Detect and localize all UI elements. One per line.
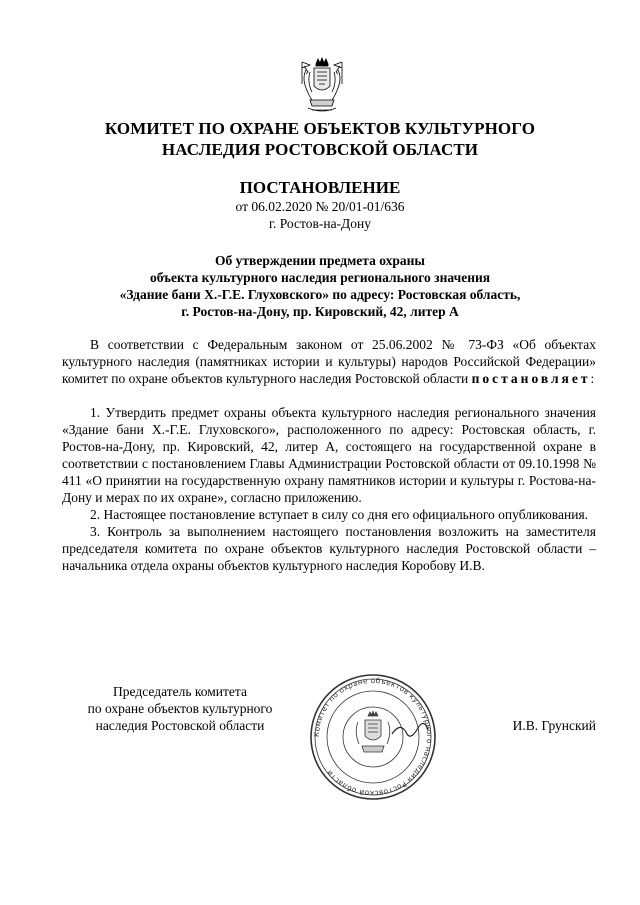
decree-word: постановляет (471, 371, 591, 386)
signatory-position-line-3: наследия Ростовской области (95, 718, 265, 733)
organization-header (60, 118, 580, 160)
signatory-position-line-1: Председатель комитета (113, 684, 247, 699)
organization-line-1: КОМИТЕТ ПО ОХРАНЕ ОБЪЕКТОВ КУЛЬТУРНОГО (104, 119, 536, 138)
signatory-name: И.В. Грунский (512, 718, 596, 733)
subject-line-1: Об утверждении предмета охраны (215, 253, 425, 268)
document-type: ПОСТАНОВЛЕНИЕ (239, 178, 401, 197)
official-seal-icon (308, 672, 438, 802)
organization-line-2: НАСЛЕДИЯ РОСТОВСКОЙ ОБЛАСТИ (161, 140, 479, 159)
preamble-paragraph (62, 336, 596, 387)
decree-colon: : (590, 371, 595, 386)
seal-text: Комитет по охране объектов культурного наследия Ростовской области (311, 675, 435, 799)
item-3-paragraph: 3. Контроль за выполнением настоящего постановления возложить на заместителя председателя комитета по охране объектов культурного наследия Ростовской области – начальника отдела охраны объектов культурного наследия Коробову И.В. (62, 524, 596, 573)
preamble-text: В соответствии с Федеральным законом от 25.06.2002 № 73-ФЗ «Об объектах культурного наследия (памятниках истории и культуры) народов Российской Федерации» комитет по охране объектов культурного наследия Ростовской области (62, 337, 596, 386)
signatory-position (60, 683, 300, 734)
item-1-paragraph: 1. Утвердить предмет охраны объекта культурного наследия регионального значения «Здание бани Х.-Г.Е. Глуховского», расположенного по адресу: Ростовская область, г. Ростов-на-Дону, пр. Кировский, 42, литер А, состоящего на государственной охране в соответствии с постановлением Главы Администрации Ростовской области от 09.10.1998 № 411 «О принятии на государственную охрану памятников истории и культуры г. Ростова-на-Дону и мерах по их охране», согласно приложению. (62, 405, 596, 505)
document-number: от 06.02.2020 № 20/01-01/636 (235, 199, 405, 214)
signatory-position-line-2: по охране объектов культурного (87, 701, 273, 716)
subject-line-3: «Здание бани Х.-Г.Е. Глуховского» по адресу: Ростовская область, (119, 287, 521, 302)
subject-line-4: г. Ростов-на-Дону, пр. Кировский, 42, литер А (181, 304, 459, 319)
item-2-paragraph: 2. Настоящее постановление вступает в силу со дня его официального опубликования. (90, 507, 589, 522)
document-subject (60, 252, 580, 320)
document-meta (60, 198, 580, 232)
document-body (62, 336, 596, 574)
subject-line-2: объекта культурного наследия регионального значения (149, 270, 491, 285)
coat-of-arms-icon (298, 56, 346, 116)
document-place: г. Ростов-на-Дону (268, 216, 371, 231)
